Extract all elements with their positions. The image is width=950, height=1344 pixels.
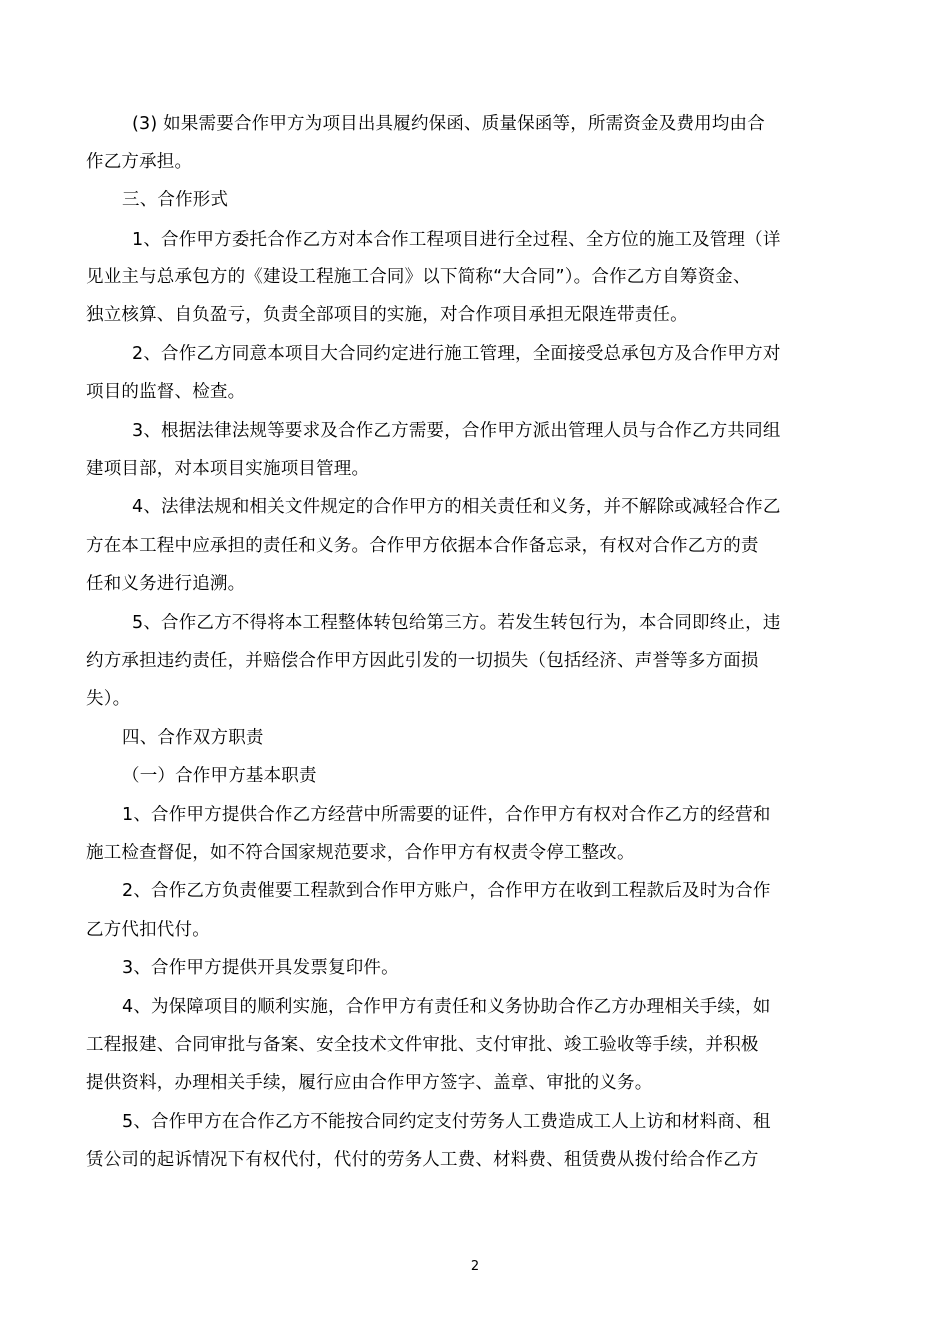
text-line: 独立核算、自负盈亏，负责全部项目的实施，对合作项目承担无限连带责任。 — [86, 305, 688, 325]
text-line: 施工检查督促，如不符合国家规范要求，合作甲方有权责令停工整改。 — [86, 843, 635, 863]
text-line: 作乙方承担。 — [86, 152, 193, 172]
text-line: 任和义务进行追溯。 — [86, 574, 246, 594]
text-line: 约方承担违约责任，并赔偿合作甲方因此引发的一切损失（包括经济、声誉等多方面损 — [86, 651, 759, 671]
text-line: 3、根据法律法规等要求及合作乙方需要，合作甲方派出管理人员与合作乙方共同组 — [132, 421, 781, 441]
text-line: 项目的监督、检查。 — [86, 382, 246, 402]
text-line: 建项目部，对本项目实施项目管理。 — [86, 459, 370, 479]
text-line: 1、合作甲方委托合作乙方对本合作工程项目进行全过程、全方位的施工及管理（详 — [132, 230, 781, 250]
text-line: 方在本工程中应承担的责任和义务。合作甲方依据本合作备忘录，有权对合作乙方的责 — [86, 536, 759, 556]
text-line: 3、合作甲方提供开具发票复印件。 — [122, 958, 399, 978]
subsection-heading: （一）合作甲方基本职责 — [122, 766, 317, 786]
text-line: 1、合作甲方提供合作乙方经营中所需要的证件，合作甲方有权对合作乙方的经营和 — [122, 805, 771, 825]
section-heading: 四、合作双方职责 — [122, 728, 264, 748]
page-number: 2 — [470, 1259, 480, 1274]
text-line: 失）。 — [86, 689, 131, 709]
text-line: 工程报建、合同审批与备案、安全技术文件审批、支付审批、竣工验收等手续，并积极 — [86, 1035, 759, 1055]
text-line: 2、合作乙方同意本项目大合同约定进行施工管理，全面接受总承包方及合作甲方对 — [132, 344, 781, 364]
text-line: 乙方代扣代付。 — [86, 920, 210, 940]
text-line: 4、法律法规和相关文件规定的合作甲方的相关责任和义务，并不解除或减轻合作乙 — [132, 497, 781, 517]
text-line: 见业主与总承包方的《建设工程施工合同》以下简称“大合同”）。合作乙方自筹资金、 — [86, 267, 751, 287]
text-line: 5、合作甲方在合作乙方不能按合同约定支付劳务人工费造成工人上访和材料商、租 — [122, 1112, 771, 1132]
section-heading: 三、合作形式 — [122, 190, 229, 210]
text-line: 5、合作乙方不得将本工程整体转包给第三方。若发生转包行为，本合同即终止，违 — [132, 613, 781, 633]
text-line: 提供资料，办理相关手续，履行应由合作甲方签字、盖章、审批的义务。 — [86, 1073, 653, 1093]
text-line: 赁公司的起诉情况下有权代付，代付的劳务人工费、材料费、租赁费从拨付给合作乙方 — [86, 1150, 759, 1170]
text-line: 2、合作乙方负责催要工程款到合作甲方账户，合作甲方在收到工程款后及时为合作 — [122, 881, 771, 901]
text-line: 4、为保障项目的顺利实施，合作甲方有责任和义务协助合作乙方办理相关手续，如 — [122, 997, 771, 1017]
text-line: (3) 如果需要合作甲方为项目出具履约保函、质量保函等，所需资金及费用均由合 — [132, 114, 765, 134]
